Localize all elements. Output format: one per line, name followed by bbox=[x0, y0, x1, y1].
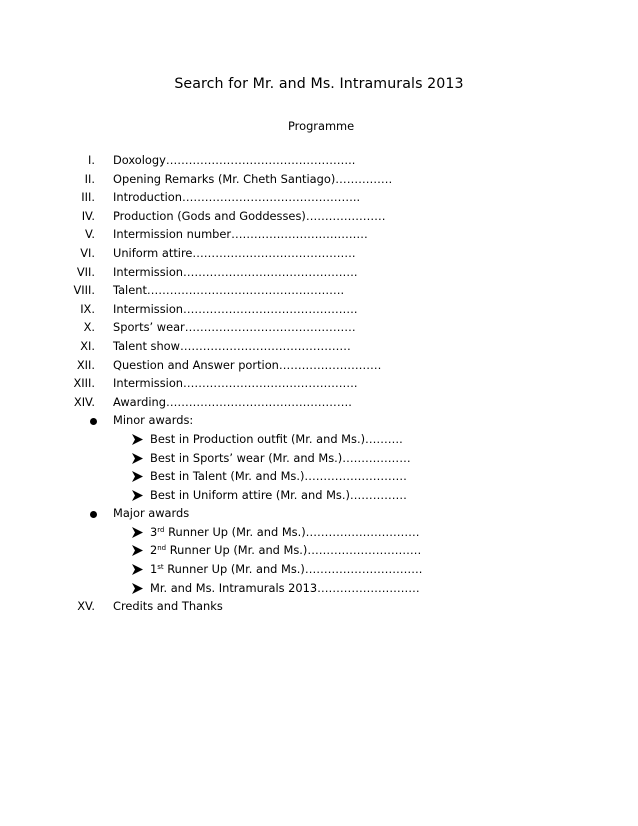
item-text: Opening Remarks (Mr. Cheth Santiago)…………… bbox=[113, 171, 393, 186]
rank-number: 3 bbox=[150, 524, 158, 539]
item-text: Awarding…………………………………………. bbox=[113, 394, 352, 409]
major-award-item bbox=[0, 579, 638, 598]
item-numeral: IX. bbox=[80, 301, 95, 316]
document-title: Search for Mr. and Ms. Intramurals 2013 bbox=[174, 76, 464, 92]
item-numeral: V. bbox=[85, 227, 95, 242]
item-text: Intermission………………………………………. bbox=[113, 376, 358, 391]
award-label: Runner Up (Mr. and Ms.)…………………………. bbox=[163, 562, 423, 577]
item-numeral: VI. bbox=[80, 245, 95, 260]
award-label: Runner Up (Mr. and Ms.)………………………… bbox=[166, 543, 422, 558]
minor-awards-heading-row bbox=[0, 411, 638, 430]
document-subtitle: Programme bbox=[288, 119, 355, 133]
major-award-text bbox=[150, 560, 422, 579]
major-awards-heading-row bbox=[0, 504, 638, 523]
bullet-icon bbox=[90, 418, 97, 425]
award-label: Runner Up (Mr. and Ms.)………………………… bbox=[164, 524, 420, 539]
item-numeral: XV. bbox=[77, 599, 95, 614]
minor-award-item bbox=[0, 430, 638, 449]
item-numeral: X. bbox=[83, 320, 95, 335]
item-numeral: XI. bbox=[80, 338, 95, 353]
minor-award-text: Best in Uniform attire (Mr. and Ms.)…………… bbox=[150, 487, 407, 502]
programme-item bbox=[0, 300, 638, 319]
item-numeral: I. bbox=[88, 153, 95, 167]
item-numeral: XIV. bbox=[73, 394, 95, 409]
programme-item bbox=[0, 597, 638, 616]
programme-item bbox=[0, 207, 638, 226]
arrow-bullet-icon bbox=[132, 583, 143, 594]
programme-item bbox=[0, 263, 638, 282]
programme-item bbox=[0, 188, 638, 207]
rank-number: 2 bbox=[150, 543, 158, 558]
major-award-text: Mr. and Ms. Intramurals 2013……………………… bbox=[150, 580, 420, 595]
minor-award-text: Best in Sports’ wear (Mr. and Ms.)……………… bbox=[150, 450, 411, 465]
arrow-bullet-icon bbox=[132, 490, 143, 501]
item-text: Talent……………………………………………. bbox=[113, 283, 345, 298]
item-text: Uniform attire……………………………………. bbox=[113, 245, 356, 260]
major-award-item bbox=[0, 560, 638, 579]
rank-number: 1 bbox=[150, 562, 158, 577]
programme-list bbox=[0, 151, 638, 616]
programme-item bbox=[0, 356, 638, 375]
programme-item bbox=[0, 151, 638, 170]
programme-item bbox=[0, 393, 638, 412]
programme-item bbox=[0, 337, 638, 356]
item-text: Credits and Thanks bbox=[113, 599, 223, 614]
rank-suffix: st bbox=[157, 563, 164, 572]
programme-item bbox=[0, 318, 638, 337]
item-numeral: XIII. bbox=[73, 376, 95, 391]
minor-award-text: Best in Production outfit (Mr. and Ms.)………. bbox=[150, 431, 403, 446]
rank-suffix: rd bbox=[157, 525, 165, 534]
arrow-bullet-icon bbox=[132, 527, 143, 538]
minor-award-text: Best in Talent (Mr. and Ms.)……………………… bbox=[150, 469, 407, 484]
bullet-icon bbox=[90, 511, 97, 518]
rank-suffix: nd bbox=[157, 544, 167, 553]
minor-award-item bbox=[0, 449, 638, 468]
item-text: Question and Answer portion……………………… bbox=[113, 357, 382, 372]
programme-item bbox=[0, 225, 638, 244]
major-award-item bbox=[0, 541, 638, 560]
item-numeral: II. bbox=[84, 171, 95, 186]
programme-item bbox=[0, 170, 638, 189]
item-text: Production (Gods and Goddesses)………………… bbox=[113, 208, 386, 223]
arrow-bullet-icon bbox=[132, 471, 143, 482]
item-numeral: VIII. bbox=[73, 283, 95, 298]
item-text: Intermission………………………………………. bbox=[113, 301, 358, 316]
minor-awards-heading: Minor awards: bbox=[113, 413, 194, 428]
item-numeral: III. bbox=[81, 190, 95, 205]
programme-item bbox=[0, 374, 638, 393]
item-text: Sports’ wear……………………………………… bbox=[113, 320, 356, 335]
item-text: Doxology………………………………………….. bbox=[113, 153, 356, 167]
programme-item bbox=[0, 244, 638, 263]
item-numeral: IV. bbox=[81, 208, 95, 223]
major-award-text bbox=[150, 523, 420, 542]
major-awards-heading: Major awards bbox=[113, 506, 190, 521]
item-text: Intermission number……………………………… bbox=[113, 227, 368, 242]
programme-item bbox=[0, 281, 638, 300]
item-numeral: XII. bbox=[76, 357, 95, 372]
minor-award-item bbox=[0, 467, 638, 486]
item-text: Introduction……………………………………….. bbox=[113, 190, 361, 205]
minor-award-item bbox=[0, 486, 638, 505]
arrow-bullet-icon bbox=[132, 564, 143, 575]
major-award-text bbox=[150, 541, 421, 560]
item-numeral: VII. bbox=[76, 264, 95, 279]
arrow-bullet-icon bbox=[132, 434, 143, 445]
item-text: Talent show……………………………………… bbox=[113, 338, 351, 353]
arrow-bullet-icon bbox=[132, 545, 143, 556]
major-award-item bbox=[0, 523, 638, 542]
arrow-bullet-icon bbox=[132, 453, 143, 464]
item-text: Intermission………………………………………. bbox=[113, 264, 358, 279]
